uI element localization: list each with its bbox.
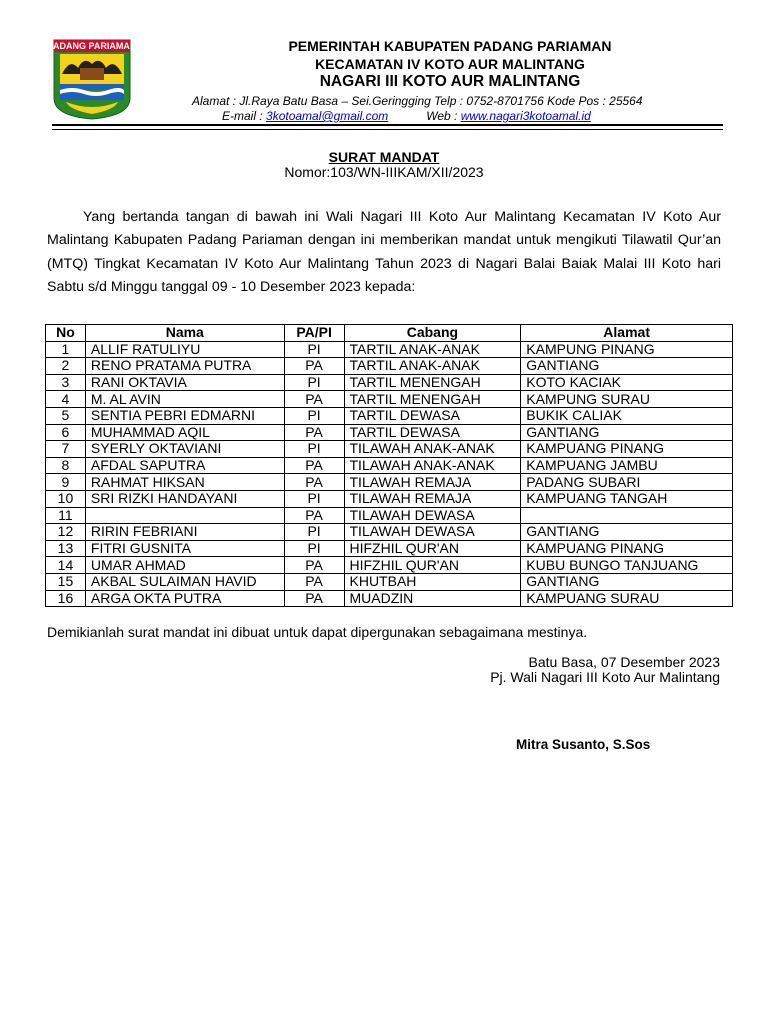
cell-cabang: TARTIL MENENGAH: [344, 374, 521, 391]
cell-papi: PA: [284, 590, 344, 607]
cell-alamat: KAMPUANG PINANG: [521, 441, 733, 458]
cell-cabang: TILAWAH REMAJA: [344, 474, 521, 491]
cell-no: 6: [46, 424, 86, 441]
place-date: Batu Basa, 07 Desember 2023: [528, 654, 720, 670]
header-papi: PA/PI: [284, 325, 344, 342]
cell-no: 7: [46, 441, 86, 458]
cell-papi: PA: [284, 391, 344, 408]
letter-number: Nomor:103/WN-IIIKAM/XII/2023: [284, 164, 484, 180]
cell-papi: PI: [284, 540, 344, 557]
cell-nama: RANI OKTAVIA: [85, 374, 284, 391]
letterhead-address: Alamat : Jl.Raya Batu Basa – Sei.Geringging Telp : 0752-8701756 Kode Pos : 25564: [192, 94, 643, 108]
cell-alamat: KAMPUANG JAMBU: [521, 457, 733, 474]
cell-no: 2: [46, 358, 86, 375]
cell-alamat: GANTIANG: [521, 424, 733, 441]
cell-nama: RAHMAT HIKSAN: [85, 474, 284, 491]
table-row: [46, 407, 733, 424]
header-nama: Nama: [85, 325, 284, 342]
cell-no: 1: [46, 341, 86, 358]
cell-alamat: GANTIANG: [521, 358, 733, 375]
cell-alamat: KAMPUNG SURAU: [521, 391, 733, 408]
cell-nama: SRI RIZKI HANDAYANI: [85, 490, 284, 507]
letterhead-divider-thick: [52, 124, 723, 126]
email-label: E-mail :: [222, 109, 267, 123]
cell-alamat: KOTO KACIAK: [521, 374, 733, 391]
cell-papi: PI: [284, 341, 344, 358]
table-row: [46, 358, 733, 375]
cell-papi: PA: [284, 424, 344, 441]
table-row: [46, 590, 733, 607]
cell-alamat: KAMPUANG SURAU: [521, 590, 733, 607]
header-alamat: Alamat: [521, 325, 733, 342]
table-row: [46, 490, 733, 507]
cell-no: 8: [46, 457, 86, 474]
cell-papi: PI: [284, 490, 344, 507]
web-link[interactable]: www.nagari3kotoamal.id: [460, 109, 591, 123]
letterhead-district: KECAMATAN IV KOTO AUR MALINTANG: [315, 56, 585, 72]
table-row: [46, 557, 733, 574]
cell-alamat: KUBU BUNGO TANJUANG: [521, 557, 733, 574]
cell-alamat: KAMPUANG PINANG: [521, 540, 733, 557]
regency-logo: [52, 38, 132, 120]
table-row: [46, 474, 733, 491]
table-row: [46, 391, 733, 408]
cell-nama: SENTIA PEBRI EDMARNI: [85, 407, 284, 424]
logo-label: PADANG PARIAMAN: [52, 41, 132, 51]
cell-cabang: TARTIL MENENGAH: [344, 391, 521, 408]
cell-nama: AKBAL SULAIMAN HAVID: [85, 573, 284, 590]
cell-nama: RENO PRATAMA PUTRA: [85, 358, 284, 375]
cell-no: 10: [46, 490, 86, 507]
cell-no: 5: [46, 407, 86, 424]
table-header-row: [46, 325, 733, 342]
cell-nama: AFDAL SAPUTRA: [85, 457, 284, 474]
table-row: [46, 524, 733, 541]
table-row: [46, 507, 733, 524]
cell-no: 4: [46, 391, 86, 408]
cell-nama: M. AL AVIN: [85, 391, 284, 408]
cell-no: 3: [46, 374, 86, 391]
cell-nama: UMAR AHMAD: [85, 557, 284, 574]
letterhead-contact: [222, 109, 591, 123]
cell-no: 16: [46, 590, 86, 607]
cell-papi: PI: [284, 374, 344, 391]
regency-emblem-icon: [52, 38, 132, 120]
letterhead-divider-thin: [52, 129, 723, 130]
table-row: [46, 341, 733, 358]
cell-no: 13: [46, 540, 86, 557]
cell-papi: PA: [284, 474, 344, 491]
cell-no: 11: [46, 507, 86, 524]
cell-cabang: TARTIL DEWASA: [344, 424, 521, 441]
letterhead-nagari: NAGARI III KOTO AUR MALINTANG: [319, 73, 581, 90]
cell-papi: PI: [284, 441, 344, 458]
cell-alamat: GANTIANG: [521, 573, 733, 590]
cell-nama: [85, 507, 284, 524]
cell-papi: PA: [284, 358, 344, 375]
cell-nama: MUHAMMAD AQIL: [85, 424, 284, 441]
email-link[interactable]: 3kotoamal@gmail.com: [266, 109, 389, 123]
cell-cabang: TILAWAH REMAJA: [344, 490, 521, 507]
table-row: [46, 457, 733, 474]
signatory-name: Mitra Susanto, S.Sos: [516, 737, 651, 752]
cell-cabang: TILAWAH ANAK-ANAK: [344, 457, 521, 474]
table-row: [46, 540, 733, 557]
letter-body: Yang bertanda tangan di bawah ini Wali Nagari III Koto Aur Malintang Kecamatan IV Koto Aur Malintang Kabupaten Padang Pariaman dengan ini memberikan mandat untuk mengikuti Tilawatil Qur’an (MTQ) Tingkat Kecamatan IV Koto Aur Malintang Tahun 2023 di Nagari Balai Baiak Malai III Koto hari Sabtu s/d Minggu tanggal 09 - 10 Desember 2023 kepada:: [47, 209, 721, 295]
cell-nama: RIRIN FEBRIANI: [85, 524, 284, 541]
cell-cabang: TARTIL DEWASA: [344, 407, 521, 424]
cell-no: 12: [46, 524, 86, 541]
cell-papi: PA: [284, 457, 344, 474]
cell-papi: PA: [284, 557, 344, 574]
cell-no: 15: [46, 573, 86, 590]
cell-alamat: KAMPUANG TANGAH: [521, 490, 733, 507]
cell-papi: PI: [284, 407, 344, 424]
cell-cabang: TARTIL ANAK-ANAK: [344, 341, 521, 358]
signatory-position: Pj. Wali Nagari III Koto Aur Malintang: [490, 669, 720, 685]
participant-table: [45, 324, 733, 607]
cell-cabang: HIFZHIL QUR'AN: [344, 557, 521, 574]
cell-papi: PA: [284, 507, 344, 524]
cell-cabang: MUADZIN: [344, 590, 521, 607]
cell-cabang: HIFZHIL QUR'AN: [344, 540, 521, 557]
cell-cabang: TILAWAH DEWASA: [344, 507, 521, 524]
cell-alamat: GANTIANG: [521, 524, 733, 541]
closing-statement: Demikianlah surat mandat ini dibuat untuk dapat dipergunakan sebagaimana mestinya.: [47, 624, 588, 640]
cell-papi: PI: [284, 524, 344, 541]
cell-cabang: TILAWAH DEWASA: [344, 524, 521, 541]
cell-no: 9: [46, 474, 86, 491]
cell-nama: FITRI GUSNITA: [85, 540, 284, 557]
cell-cabang: TILAWAH ANAK-ANAK: [344, 441, 521, 458]
cell-nama: SYERLY OKTAVIANI: [85, 441, 284, 458]
table-row: [46, 573, 733, 590]
cell-no: 14: [46, 557, 86, 574]
cell-cabang: TARTIL ANAK-ANAK: [344, 358, 521, 375]
table-row: [46, 374, 733, 391]
cell-alamat: [521, 507, 733, 524]
header-no: No: [46, 325, 86, 342]
cell-alamat: BUKIK CALIAK: [521, 407, 733, 424]
cell-nama: ARGA OKTA PUTRA: [85, 590, 284, 607]
letter-title: SURAT MANDAT: [328, 149, 440, 165]
table-row: [46, 424, 733, 441]
web-label: Web :: [426, 109, 461, 123]
cell-alamat: KAMPUNG PINANG: [521, 341, 733, 358]
cell-papi: PA: [284, 573, 344, 590]
header-cabang: Cabang: [344, 325, 521, 342]
table-row: [46, 441, 733, 458]
cell-cabang: KHUTBAH: [344, 573, 521, 590]
letterhead-government: PEMERINTAH KABUPATEN PADANG PARIAMAN: [288, 38, 612, 54]
cell-alamat: PADANG SUBARI: [521, 474, 733, 491]
cell-nama: ALLIF RATULIYU: [85, 341, 284, 358]
